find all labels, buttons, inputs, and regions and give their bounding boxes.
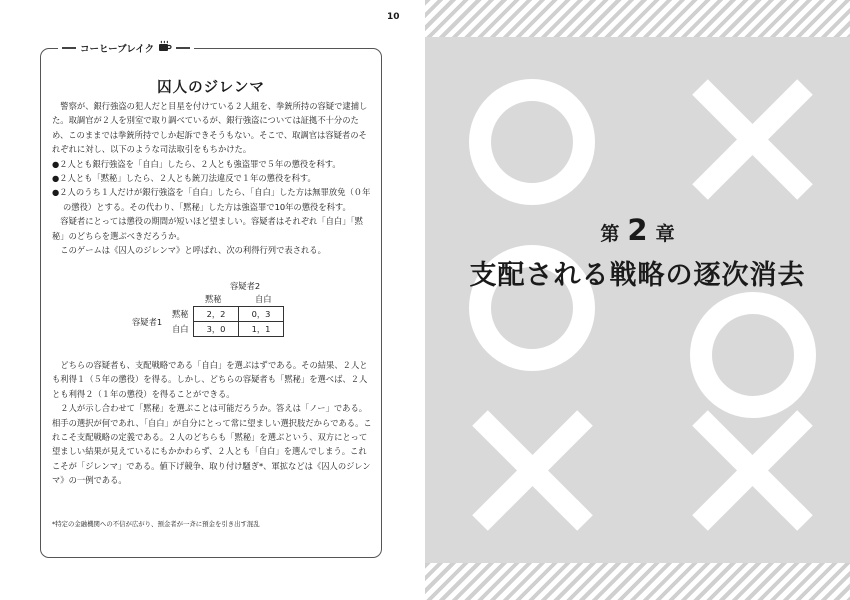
label-rule-right bbox=[176, 47, 190, 49]
chapter-title: 支配される戦略の逐次消去 bbox=[469, 260, 806, 291]
intro-section bbox=[52, 99, 374, 257]
chapter-suffix: 章 bbox=[655, 223, 675, 245]
payoff-table bbox=[193, 306, 284, 337]
circle-mark bbox=[701, 303, 805, 407]
middle-paragraph: 容疑者にとっては懲役の期間が短いほど望ましい。容疑者はそれぞれ「自白」「黙秘」のどちらを選ぶべきだろうか。 bbox=[52, 216, 363, 241]
row-header: 黙秘 bbox=[172, 309, 189, 319]
column-title: 囚人のジレンマ bbox=[157, 80, 265, 96]
intro-paragraph: 警察が、銀行強盗の犯人だと目星を付けている２人組を、拳銃所持の容疑で逮捕した。取調官が２人を別室で取り調べているが、銀行強盗については証拠不十分のため、このままでは拳銃所持でしか起訴できそうもない。そこで、取調官は容疑者のそれぞれに対し、以下のような司法取引をもちかけた。 bbox=[52, 101, 368, 155]
bullet-item: ●２人とも銀行強盗を「自白」したら、２人とも強盗罪で５年の懲役を科す。 bbox=[52, 158, 341, 169]
chapter-number-value: 2 bbox=[627, 213, 648, 247]
row-header: 自白 bbox=[172, 324, 189, 334]
outro-paragraph: ２人が示し合わせて「黙秘」を選ぶことは可能だろうか。答えは「ノー」である。相手の選択が何であれ、「自白」が自分にとって常に望ましい選択肢だからである。これこそ支配戦略の定義である。２人のどちらも「黙秘」を選ぶという、双方にとって望ましい結果が見えているにもかかわらず、２人とも「自白」を選んでしまう。これこそが「ジレンマ」である。値下げ競争、取り付け騒ぎ*、軍拡などは《囚人のジレンマ》の一例である。 bbox=[52, 403, 372, 486]
bullet-item: ●２人のうち１人だけが銀行強盗を「自白」したら、「自白」した方は無罪放免（０年の懲役）とする。その代わり、「黙秘」した方は強盗罪で10年の懲役を科す。 bbox=[52, 187, 371, 212]
column-label bbox=[58, 40, 194, 55]
cross-mark bbox=[480, 418, 585, 523]
payoff-cell: 0，3 bbox=[239, 307, 284, 322]
label-rule-left bbox=[62, 47, 76, 49]
coffee-cup-icon bbox=[158, 40, 172, 55]
circle-mark bbox=[480, 90, 584, 194]
footnote: *特定の金融機関への不信が広がり、預金者が一斉に預金を引き出す混乱 bbox=[52, 520, 260, 528]
player2-label: 容疑者2 bbox=[230, 281, 261, 291]
payoff-cell: 3，0 bbox=[194, 322, 239, 337]
column-header: 自白 bbox=[255, 294, 272, 304]
cross-mark bbox=[700, 418, 805, 523]
payoff-cell: 1，1 bbox=[239, 322, 284, 337]
column-header: 黙秘 bbox=[205, 294, 222, 304]
tic-tac-toe-marks bbox=[425, 0, 850, 600]
column-label-text: コーヒーブレイク bbox=[80, 43, 155, 55]
payoff-matrix bbox=[120, 280, 320, 340]
middle-paragraph: このゲームは《囚人のジレンマ》と呼ばれ、次の利得行列で表される。 bbox=[60, 245, 326, 256]
cross-mark bbox=[700, 87, 805, 192]
stripe-band-bottom bbox=[425, 563, 850, 600]
player1-label: 容疑者1 bbox=[132, 317, 163, 327]
chapter-prefix: 第 bbox=[600, 223, 620, 245]
chapter-opening-page bbox=[425, 0, 850, 600]
payoff-cell: 2，2 bbox=[194, 307, 239, 322]
outro-paragraph: どちらの容疑者も、支配戦略である「自白」を選ぶはずである。その結果、２人とも利得１（５年の懲役）を得る。しかし、どちらの容疑者も「黙秘」を選べば、２人とも利得２（１年の懲役）を得ることができる。 bbox=[52, 360, 368, 399]
bullet-item: ●２人とも「黙秘」したら、２人とも銃刀法違反で１年の懲役を科す。 bbox=[52, 173, 316, 184]
page-number: 10 bbox=[387, 12, 400, 22]
chapter-number bbox=[425, 213, 850, 247]
outro-section bbox=[52, 358, 374, 488]
